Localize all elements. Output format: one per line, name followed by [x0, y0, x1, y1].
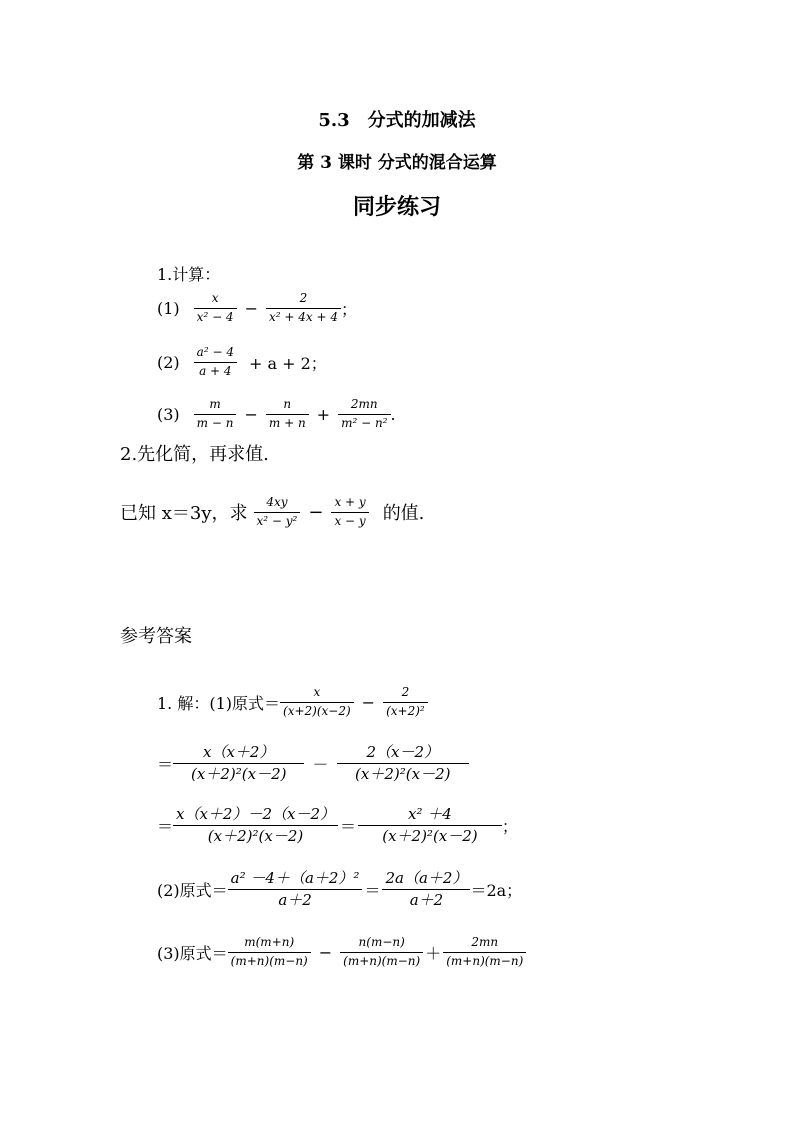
equals-sign: ＝	[157, 817, 174, 837]
numerator: x² ＋4	[408, 805, 452, 823]
denominator: (x＋2)²(x－2)	[191, 765, 287, 784]
answer1-line3-fraction2	[358, 806, 502, 846]
q1-part2	[157, 346, 327, 379]
denominator: x² − 4	[196, 309, 234, 324]
numerator: 2mn	[471, 935, 499, 949]
denominator: (m+n)(m−n)	[230, 953, 308, 968]
denominator: (m+n)(m−n)	[446, 953, 524, 968]
q1-part3-fraction1	[194, 398, 237, 431]
numerator: 2	[401, 685, 410, 699]
denominator: (x+2)²	[386, 703, 425, 718]
q2-prefix: 已知 x＝3y，求	[120, 503, 248, 525]
q1-part2-label: (2)	[157, 352, 180, 372]
q1-part1-label: (1)	[157, 298, 180, 318]
equals-sign: ＝	[157, 755, 174, 775]
denominator: a + 4	[199, 363, 232, 378]
answer2-result: ＝2a；	[470, 881, 523, 901]
answer2-label: (2)原式＝	[157, 881, 228, 901]
numerator: 4xy	[266, 495, 288, 509]
minus-sign: －	[312, 755, 329, 775]
answer3-fraction1	[228, 936, 311, 969]
answer3-line	[157, 936, 526, 969]
denominator: (x+2)(x−2)	[283, 703, 351, 718]
q1-title: 1.计算：	[157, 265, 221, 284]
numerator: m(m+n)	[244, 935, 295, 949]
answer2-fraction2	[382, 870, 470, 910]
answer1-line2-fraction2	[337, 744, 470, 784]
numerator: n(m−n)	[358, 935, 405, 949]
answer1-end: ；	[501, 817, 518, 837]
denominator: x² + 4x + 4	[268, 309, 338, 324]
q1-part1	[157, 292, 357, 325]
lesson-title: 第 3 课时 分式的混合运算	[297, 153, 497, 173]
numerator: 2a（a＋2）	[385, 869, 468, 887]
answer1-label: 1. 解：(1)原式＝	[157, 693, 281, 713]
denominator: m − n	[196, 415, 234, 430]
answer1-fraction2	[383, 686, 428, 719]
q2-problem	[120, 496, 424, 529]
denominator: x − y	[334, 513, 366, 528]
q1-part1-fraction2	[266, 292, 341, 325]
q1-part3-label: (3)	[157, 404, 180, 424]
answer3-fraction3	[443, 936, 526, 969]
q1-part1-end: ；	[340, 299, 357, 319]
denominator: (x＋2)²(x－2)	[207, 827, 304, 846]
q2-fraction2	[331, 496, 368, 529]
minus-sign: −	[244, 298, 258, 318]
answer3-label: (3)原式＝	[157, 943, 228, 963]
numerator: n	[283, 397, 292, 411]
denominator: (x＋2)²(x－2)	[355, 765, 451, 784]
q2-fraction1	[254, 496, 301, 529]
q1-part2-fraction1	[194, 346, 237, 379]
q1-part3-fraction2	[266, 398, 309, 431]
answer3-fraction2	[340, 936, 423, 969]
denominator: (x＋2)²(x－2)	[382, 827, 478, 846]
denominator: a＋2	[409, 891, 444, 910]
numerator: x（x＋2）－2（x－2）	[176, 805, 336, 823]
equals-sign: ＝	[340, 817, 357, 837]
q1-part3-end: .	[390, 404, 396, 424]
answer1-fraction1	[280, 686, 354, 719]
q2-title: 2.先化简，再求值.	[120, 444, 269, 465]
answer1-line2-fraction1	[173, 744, 304, 784]
answer1-line2	[157, 744, 469, 784]
denominator: (m+n)(m−n)	[343, 953, 421, 968]
denominator: m + n	[268, 415, 306, 430]
answer1-line3-fraction1	[173, 806, 338, 846]
numerator: 2（x－2）	[366, 743, 440, 761]
plus-sign: ＋	[425, 943, 442, 963]
answer1-line3	[157, 806, 518, 846]
numerator: m	[209, 397, 221, 411]
minus-sign: −	[318, 942, 333, 962]
minus-sign: −	[244, 404, 258, 424]
answer1-line1	[157, 686, 428, 719]
answers-title: 参考答案	[120, 626, 192, 647]
answer2-fraction1	[228, 870, 363, 910]
denominator: a＋2	[278, 891, 312, 910]
numerator: 2mn	[350, 397, 378, 411]
section-title: 5.3 分式的加减法	[318, 110, 476, 131]
numerator: x	[313, 685, 321, 699]
numerator: x（x＋2）	[203, 743, 275, 761]
denominator: x² − y²	[256, 513, 298, 528]
numerator: x	[211, 291, 219, 305]
equals-sign: ＝	[364, 881, 381, 901]
numerator: a² − 4	[196, 345, 234, 359]
numerator: x + y	[334, 495, 366, 509]
q2-suffix: 的值.	[382, 503, 425, 525]
q1-part1-fraction1	[194, 292, 237, 325]
denominator: m² − n²	[341, 415, 388, 430]
answer2-line	[157, 870, 522, 910]
numerator: a² －4＋（a＋2）²	[230, 869, 360, 887]
exercise-heading: 同步练习	[352, 194, 441, 220]
minus-sign: −	[308, 501, 324, 523]
minus-sign: −	[361, 692, 376, 712]
q1-part3	[157, 398, 396, 431]
q1-part3-fraction3	[338, 398, 390, 431]
q1-part2-rest: + a + 2；	[248, 353, 327, 373]
numerator: 2	[299, 291, 308, 305]
plus-sign: +	[316, 404, 331, 424]
